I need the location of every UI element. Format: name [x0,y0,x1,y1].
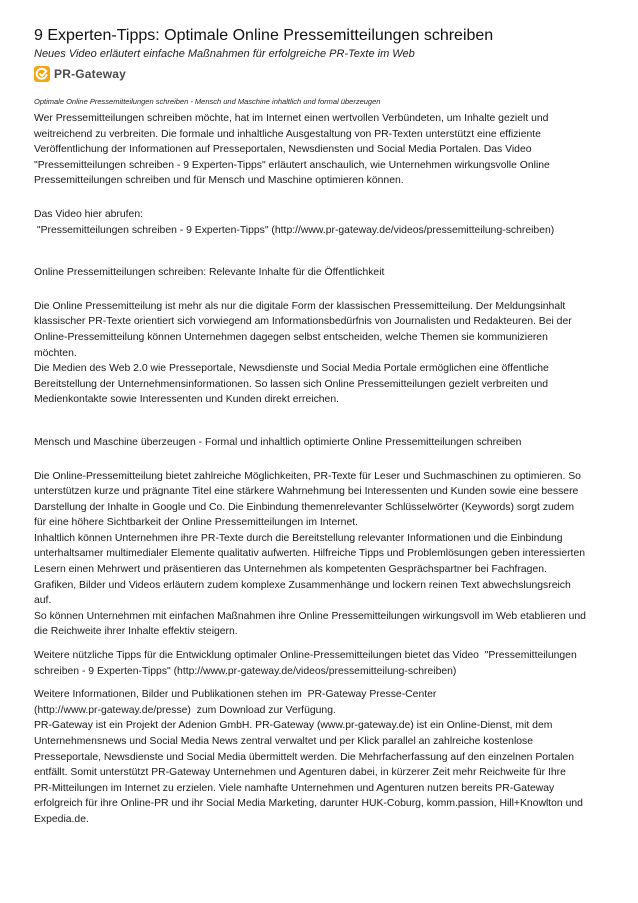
text-line: Pressemitteilungen schreiben und für Mensch und Maschine optimieren können. [34,175,404,187]
intro-paragraph [34,111,606,189]
text-line: "Pressemitteilungen schreiben - 9 Experten-Tipps" erläutert anschaulich, wie Unternehmen wirkungsvolle Online [34,159,550,171]
presse-center-link[interactable]: (http://www.pr-gateway.de/presse) zum Download zur Verfügung. [34,704,336,716]
text-line: die Reichweite ihrer Inhalte effektiv steigern. [34,626,238,638]
text-line: Die Online-Pressemitteilung bietet zahlreiche Möglichkeiten, PR-Texte für Leser und Suchmaschinen zu optimieren. So [34,470,581,482]
text-line: Darstellung der Inhalte in Google und Co. Die Einbindung themenrelevanter Schlüsselwörter (Keywords) sorgt zudem [34,501,575,513]
document-page [34,26,606,828]
text-line: Unternehmensnews und Social Media News zentral verwaltet und per Klick parallel an zahlreiche kostenlose [34,736,534,747]
pr-gateway-logo-icon [34,66,50,82]
section-relevant-content [34,299,606,408]
text-line: Weitere Informationen, Bilder und Publikationen stehen im PR-Gateway Presse-Center [34,689,437,701]
pr-gateway-logo [34,65,606,83]
text-line: Die Medien des Web 2.0 wie Presseportale, Newsdienste und Social Media Portale ermöglichen eine öffentliche [34,363,549,375]
video-link-paragraph [34,207,606,238]
logo-text: PR-Gateway [54,67,127,81]
section-heading-human-and-machine: Mensch und Maschine überzeugen - Formal und inhaltlich optimierte Online Pressemitteilungen schreiben [34,436,522,448]
text-line: unterhaltsamer multimedialer Elemente qualitativ aufwerten. Hilfreiche Tipps und Problemlösungen geben interessierten [34,548,585,560]
page-title: 9 Experten-Tipps: Optimale Online Pressemitteilungen schreiben [34,27,494,44]
text-line: Expedia.de. [34,813,89,825]
text-line: erfolgreich für ihre Online-PR und ihr Social Media Marketing, darunter HUK-Coburg, komm.passion, Hill+Knowlton und [34,798,583,810]
text-line: Inhaltlich können Unternehmen ihre PR-Texte durch die Bereitstellung relevanter Informationen und die Einbindung [34,532,563,544]
section-heading-relevant-content: Online Pressemitteilungen schreiben: Relevante Inhalte für die Öffentlichkeit [34,267,385,279]
text-line: So können Unternehmen mit einfachen Maßnahmen ihre Online Pressemitteilungen wirkungsvoll im Web etablieren und [34,610,586,622]
text-line: PR-Gateway ist ein Projekt der Adenion GmbH. PR-Gateway (www.pr-gateway.de) ist ein Online-Dienst, mit dem [34,720,553,732]
text-line: klassischer PR-Texte orientiert sich vorwiegend am Informationsbedürfnis von Journalisten und Redakteuren. Bei der [34,316,572,328]
text-line: Medienkontakte sowie Interessenten und Kunden direkt erreichen. [34,394,339,406]
text-line: Weitere nützliche Tipps für die Entwicklung optimaler Online-Pressemitteilungen bietet das Video "Pressemitteilungen [34,650,577,662]
text-line: PR-Mitteilungen im Internet zu erzielen. Viele namhafte Unternehmen und Agenturen nutzen bereits PR-Gateway [34,782,555,794]
text-line: Online-Pressemitteilung können Unternehmen dagegen selbst entscheiden, welche Themen sie kommunizieren [34,331,548,343]
video-link[interactable]: schreiben - 9 Experten-Tipps" (http://www.pr-gateway.de/videos/pressemitteilung-schreiben) [34,665,457,677]
text-line: Presseportale, Newsdienste und Social Media übermittelt werden. Die Mehrfacherfassung auf den einzelnen Portalen [34,751,575,763]
video-link[interactable]: "Pressemitteilungen schreiben - 9 Experten-Tipps" (http://www.pr-gateway.de/videos/pressemitteilung-schreiben) [34,224,555,236]
text-line: auf. [34,595,52,607]
text-line: Die Online Pressemitteilung ist mehr als nur die digitale Form der klassischen Pressemitteilung. Der Meldungsinhalt [34,300,566,312]
text-line: Grafiken, Bilder und Videos erläutern zudem komplexe Zusammenhänge und lockern reinen Text abwechslungsreich [34,579,571,591]
intro-caption: Optimale Online Pressemitteilungen schreiben - Mensch und Maschine inhaltlich und formal überzeugen [34,97,381,106]
closing-paragraph [34,687,606,827]
text-line: Lesern einen Mehrwert und präsentieren das Unternehmen als kompetenten Gesprächspartner bei Fachfragen. [34,564,547,576]
section-human-and-machine [34,469,606,641]
text-line: Wer Pressemitteilungen schreiben möchte, hat im Internet einen wertvollen Verbündeten, um Inhalte gezielt und [34,113,549,124]
tips-paragraph [34,648,606,679]
text-line: unterstützen kurze und prägnante Titel eine stärkere Wahrnehmung bei Interessenten und Kunden sowie eine bessere [34,486,579,498]
text-line: möchten. [34,347,77,359]
text-line: für eine höhere Sichtbarkeit der Online Pressemitteilungen im Internet. [34,517,359,529]
text-line: Das Video hier abrufen: [34,208,143,220]
text-line: entfällt. Somit unterstützt PR-Gateway Unternehmen und Agenturen dabei, in kürzerer Zeit mehr Reichweite für Ihre [34,767,566,779]
text-line: Bereitstellung der Unternehmensinformationen. So lassen sich Online Pressemitteilungen gezielt verbreiten und [34,378,549,390]
text-line: Veröffentlichung der Informationen auf Presseportalen, Newsdiensten und Social Media Portalen. Das Video [34,144,532,156]
text-line: weitreichend zu verbreiten. Die formale und inhaltliche Ausgestaltung von PR-Texten unterstützt eine effiziente [34,128,541,140]
page-subtitle: Neues Video erläutert einfache Maßnahmen für erfolgreiche PR-Texte im Web [34,48,415,60]
